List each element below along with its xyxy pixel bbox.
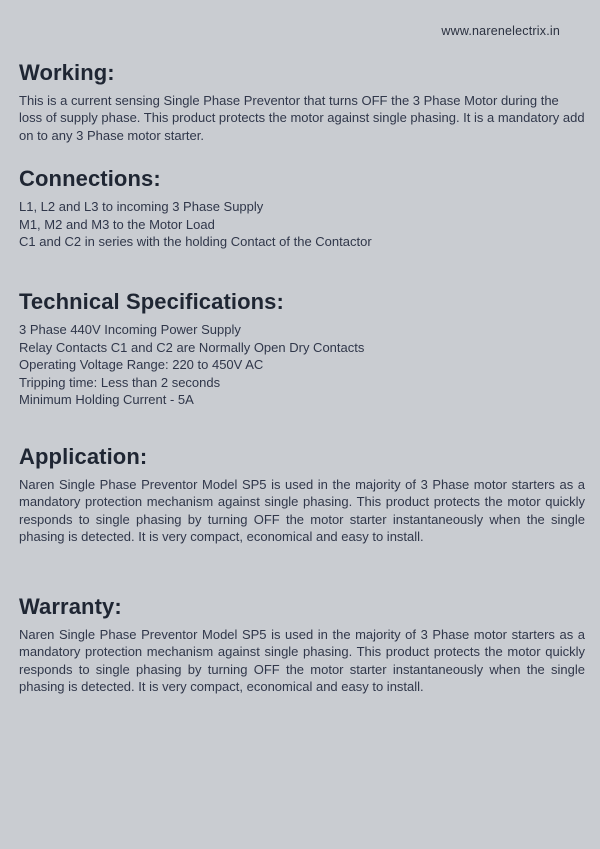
connections-heading: Connections:	[19, 166, 161, 191]
application-heading: Application:	[19, 444, 148, 469]
application-section	[19, 444, 585, 545]
website-url[interactable]: www.narenelectrix.in	[441, 24, 560, 38]
warranty-heading: Warranty:	[19, 594, 122, 619]
technical-specifications-section	[19, 289, 585, 409]
working-section	[19, 60, 585, 144]
working-heading: Working:	[19, 60, 115, 85]
specifications-list	[19, 321, 585, 409]
connections-line: L1, L2 and L3 to incoming 3 Phase Supply	[19, 199, 264, 214]
specification-line: Minimum Holding Current - 5A	[19, 392, 194, 407]
specification-line: Tripping time: Less than 2 seconds	[19, 374, 221, 390]
application-body: Naren Single Phase Preventor Model SP5 is used in the majority of 3 Phase motor starters as a mandatory protection mechanism against single phasing. This product protects the motor quickly responds to single phasing by turning OFF the motor starter instantaneously when the single phasing is detected. It is very compact, economical and easy to install.	[19, 477, 585, 544]
specification-line: 3 Phase 440V Incoming Power Supply	[19, 322, 241, 337]
connections-line: C1 and C2 in series with the holding Contact of the Contactor	[19, 234, 372, 249]
specification-line: Operating Voltage Range: 220 to 450V AC	[19, 357, 264, 372]
warranty-body: Naren Single Phase Preventor Model SP5 is used in the majority of 3 Phase motor starters as a mandatory protection mechanism against single phasing. This product protects the motor quickly responds to single phasing by turning OFF the motor starter instantaneously when the single phasing is detected. It is very compact, economical and easy to install.	[19, 627, 585, 694]
warranty-section	[19, 594, 585, 695]
specification-line: Relay Contacts C1 and C2 are Normally Open Dry Contacts	[19, 339, 365, 355]
specifications-heading: Technical Specifications:	[19, 289, 284, 314]
connections-line: M1, M2 and M3 to the Motor Load	[19, 216, 215, 232]
connections-section	[19, 166, 585, 251]
working-body: This is a current sensing Single Phase Preventor that turns OFF the 3 Phase Motor during the loss of supply phase. This product protects the motor against single phasing. It is a mandatory add on to any 3 Phase motor starter.	[19, 93, 585, 143]
connections-list	[19, 198, 585, 251]
